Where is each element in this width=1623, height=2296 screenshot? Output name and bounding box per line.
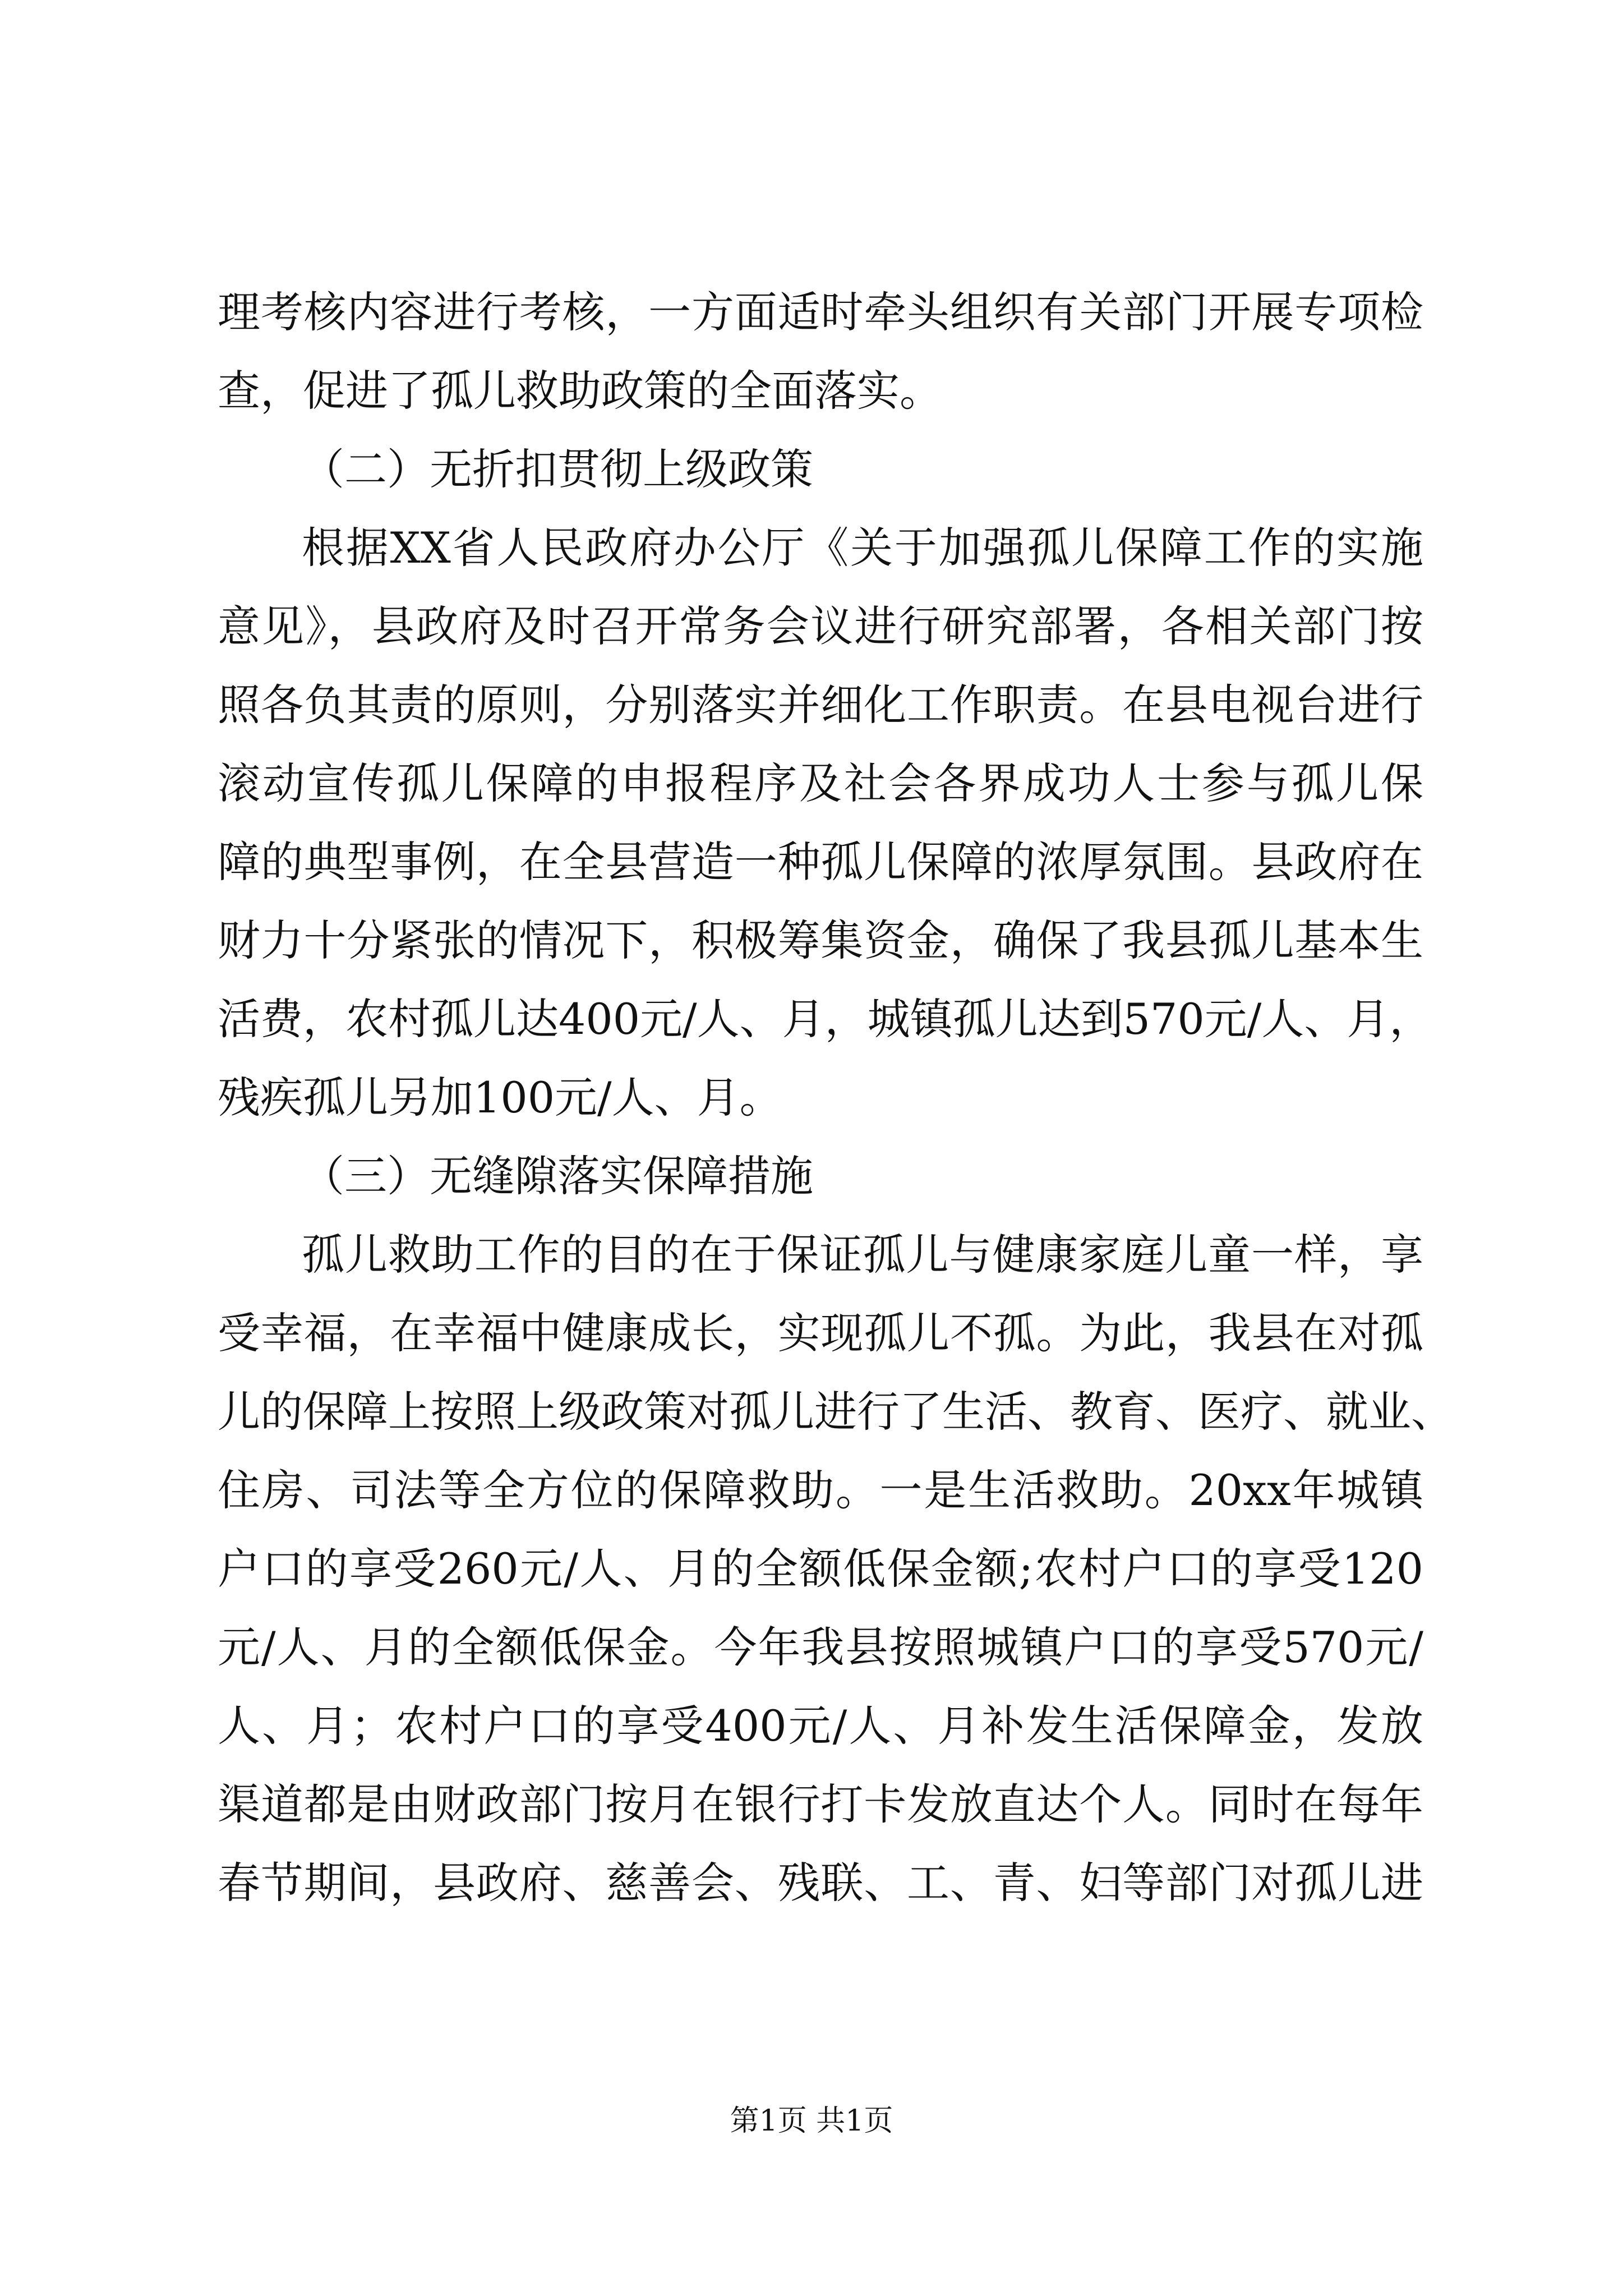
- paragraph-line: 根据XX省人民政府办公厅《关于加强孤儿保障工作的实施: [302, 523, 1423, 573]
- page-footer: 第1页 共1页: [730, 2104, 893, 2138]
- paragraph-line: 人、月；农村户口的享受400元/人、月补发生活保障金，发放: [218, 1701, 1423, 1751]
- paragraph-line: 受幸福，在幸福中健康成长，实现孤儿不孤。为此，我县在对孤: [218, 1308, 1423, 1358]
- paragraph-line: 理考核内容进行考核，一方面适时牵头组织有关部门开展专项检: [218, 287, 1423, 337]
- paragraph-line: 查，促进了孤儿救助政策的全面落实。: [218, 366, 942, 416]
- paragraph-line: 春节期间，县政府、慈善会、残联、工、青、妇等部门对孤儿进: [218, 1858, 1423, 1908]
- paragraph-line: 意见》，县政府及时召开常务会议进行研究部署，各相关部门按: [218, 601, 1423, 651]
- paragraph-line: 元/人、月的全额低保金。今年我县按照城镇户口的享受570元/: [218, 1622, 1423, 1672]
- paragraph-line: 障的典型事例，在全县营造一种孤儿保障的浓厚氛围。县政府在: [218, 837, 1423, 887]
- paragraph-line: 孤儿救助工作的目的在于保证孤儿与健康家庭儿童一样，享: [302, 1230, 1423, 1280]
- paragraph-line: 照各负其责的原则，分别落实并细化工作职责。在县电视台进行: [218, 680, 1423, 730]
- paragraph-line: 住房、司法等全方位的保障救助。一是生活救助。20xx年城镇: [218, 1465, 1423, 1515]
- paragraph-line: 财力十分紧张的情况下，积极筹集资金，确保了我县孤儿基本生: [218, 915, 1423, 965]
- paragraph-line: 儿的保障上按照上级政策对孤儿进行了生活、教育、医疗、就业、: [218, 1387, 1454, 1437]
- paragraph-line: 残疾孤儿另加100元/人、月。: [218, 1073, 782, 1122]
- section-heading: （二）无折扣贯彻上级政策: [302, 444, 813, 494]
- paragraph-line: 活费，农村孤儿达400元/人、月，城镇孤儿达到570元/人、月，: [218, 994, 1432, 1044]
- paragraph-line: 户口的享受260元/人、月的全额低保金额;农村户口的享受120: [218, 1544, 1423, 1594]
- paragraph-line: 滚动宣传孤儿保障的申报程序及社会各界成功人士参与孤儿保: [218, 758, 1423, 808]
- section-heading: （三）无缝隙落实保障措施: [302, 1151, 813, 1201]
- paragraph-line: 渠道都是由财政部门按月在银行打卡发放直达个人。同时在每年: [218, 1779, 1423, 1829]
